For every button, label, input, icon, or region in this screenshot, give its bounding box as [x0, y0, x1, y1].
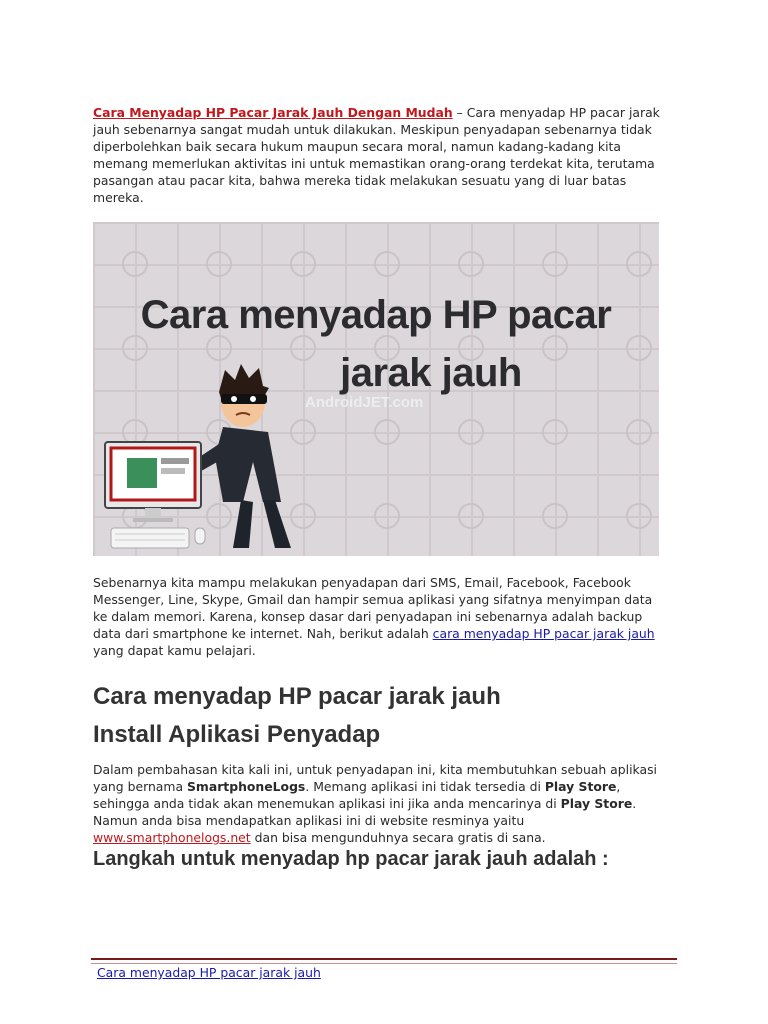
- article: [93, 104, 665, 872]
- app-name: SmartphoneLogs: [187, 779, 306, 794]
- mouse-icon: [195, 528, 205, 544]
- website-link[interactable]: www.smartphonelogs.net: [93, 830, 251, 845]
- store-name-1: Play Store: [544, 779, 617, 794]
- hero-title-line2: jarak jauh: [340, 351, 522, 395]
- paragraph-2-text-2: . Memang aplikasi ini tidak tersedia di: [305, 779, 545, 794]
- hero-title-line1: Cara menyadap HP pacar: [140, 293, 612, 337]
- paragraph-2: [93, 761, 665, 846]
- paragraph-1: [93, 574, 665, 659]
- paragraph-2-text-3: , sehingga anda tidak akan menemukan aplikasi ini jika anda mencarinya di: [93, 779, 621, 811]
- hero-illustration: [103, 352, 303, 552]
- paragraph-2-text-1: Dalam pembahasan kita kali ini, untuk penyadapan ini, kita membutuhkan sebuah aplikasi yang bernama: [93, 762, 657, 794]
- footer-divider: [91, 958, 677, 964]
- store-name-2: Play Store: [560, 796, 633, 811]
- keyboard-icon: [111, 528, 189, 548]
- footer-link[interactable]: Cara menyadap HP pacar jarak jauh: [97, 965, 321, 980]
- computer-icon: [105, 442, 201, 522]
- heading-install: Install Aplikasi Penyadap: [93, 721, 381, 748]
- heading-main: Cara menyadap HP pacar jarak jauh: [93, 683, 501, 710]
- hero-image: [93, 222, 659, 556]
- paragraph-1-text: Sebenarnya kita mampu melakukan penyadapan dari SMS, Email, Facebook, Facebook Messenger, Line, Skype, Gmail dan hampir semua aplikasi yang sifatnya menyimpan data ke dalam memori. Karena, konsep dasar dari penyadapan ini sebenarnya adalah backup data dari smartphone ke internet. Nah, berikut adalah: [93, 575, 653, 641]
- paragraph-2-text-5: dan bisa mengunduhnya secara gratis di sana.: [250, 830, 546, 845]
- hero-watermark: AndroidJET.com: [305, 394, 424, 411]
- inline-article-link[interactable]: cara menyadap HP pacar jarak jauh: [432, 626, 655, 641]
- intro-paragraph: [93, 104, 665, 206]
- heading-steps: Langkah untuk menyadap hp pacar jarak jauh adalah :: [93, 848, 609, 870]
- paragraph-2-text-4: . Namun anda bisa mendapatkan aplikasi ini di website resminya yaitu: [93, 796, 637, 828]
- intro-title-link[interactable]: Cara Menyadap HP Pacar Jarak Jauh Dengan Mudah: [93, 105, 453, 120]
- paragraph-1-tail: yang dapat kamu pelajari.: [93, 643, 256, 658]
- intro-text: – Cara menyadap HP pacar jarak jauh sebenarnya sangat mudah untuk dilakukan. Meskipun penyadapan sebenarnya tidak diperbolehkan baik secara hukum maupun secara moral, namun kadang-kadang kita memang memerlukan aktivitas ini untuk memastikan orang-orang terdekat kita, terutama pasangan atau pacar kita, bahwa mereka tidak melakukan sesuatu yang di luar batas mereka.: [93, 105, 660, 205]
